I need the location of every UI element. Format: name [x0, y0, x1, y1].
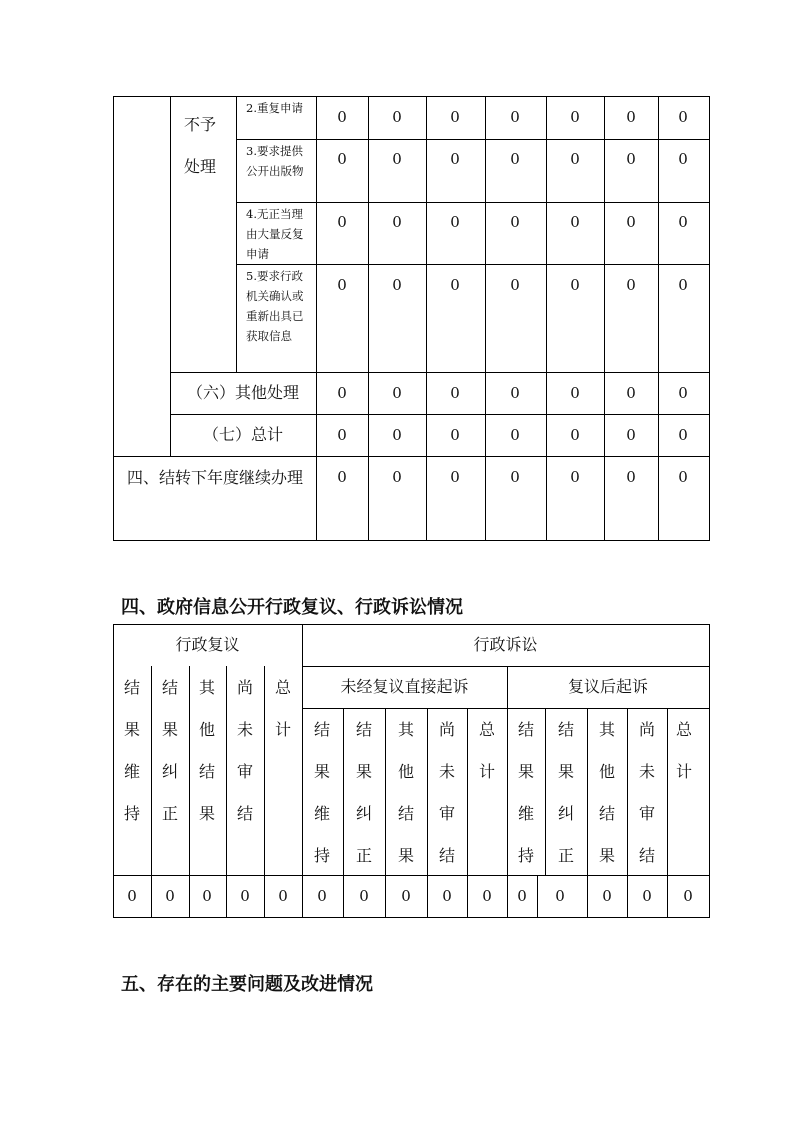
value-repeat-application-5: 0 — [570, 108, 580, 126]
review-litigation-value-10: 0 — [482, 887, 492, 905]
value-publication-request-2: 0 — [392, 150, 402, 168]
value-other-handling-7: 0 — [678, 384, 688, 402]
value-confirm-existing-info-3: 0 — [450, 276, 460, 294]
value-carry-over-5: 0 — [570, 468, 580, 486]
review-litigation-value-4: 0 — [240, 887, 250, 905]
row-label-repeat-application: 2.重复申请 — [246, 101, 303, 115]
value-repeated-mass-request-4: 0 — [510, 213, 520, 231]
value-repeat-application-1: 0 — [337, 108, 347, 126]
value-repeated-mass-request-6: 0 — [626, 213, 636, 231]
review-litigation-value-13: 0 — [602, 887, 612, 905]
row-label-confirm-existing-info: 5.要求行政机关确认或重新出具已获取信息 — [246, 269, 304, 343]
review-litigation-value-7: 0 — [359, 887, 369, 905]
row-label-repeated-mass-request: 4.无正当理由大量反复申请 — [246, 207, 304, 261]
row-label-carry-over: 四、结转下年度继续办理 — [126, 468, 303, 487]
row-label-total: （七）总计 — [202, 425, 283, 444]
review-col-1: 结果维持 — [123, 678, 140, 823]
value-carry-over-7: 0 — [678, 468, 688, 486]
value-repeated-mass-request-7: 0 — [678, 213, 688, 231]
review-col-3: 其他结果 — [198, 678, 215, 823]
header-admin-litigation: 行政诉讼 — [473, 635, 538, 654]
value-carry-over-6: 0 — [626, 468, 636, 486]
value-publication-request-3: 0 — [450, 150, 460, 168]
value-repeat-application-2: 0 — [392, 108, 402, 126]
review-litigation-value-14: 0 — [642, 887, 652, 905]
value-other-handling-5: 0 — [570, 384, 580, 402]
direct-col-3: 其他结果 — [397, 720, 414, 865]
value-publication-request-1: 0 — [337, 150, 347, 168]
after-col-2: 结果纠正 — [557, 720, 574, 865]
value-repeat-application-4: 0 — [510, 108, 520, 126]
value-repeated-mass-request-3: 0 — [450, 213, 460, 231]
value-publication-request-4: 0 — [510, 150, 520, 168]
review-litigation-value-5: 0 — [278, 887, 288, 905]
direct-col-5: 总计 — [478, 720, 495, 781]
after-col-1: 结果维持 — [517, 720, 534, 865]
direct-col-4: 尚未审结 — [438, 720, 455, 865]
section5-title: 五、存在的主要问题及改进情况 — [121, 974, 373, 995]
value-confirm-existing-info-2: 0 — [392, 276, 402, 294]
value-repeat-application-7: 0 — [678, 108, 688, 126]
value-other-handling-1: 0 — [337, 384, 347, 402]
header-direct-litigation: 未经复议直接起诉 — [340, 677, 469, 696]
row-label-publication-request: 3.要求提供公开出版物 — [246, 144, 304, 178]
after-col-4: 尚未审结 — [638, 720, 655, 865]
value-publication-request-5: 0 — [570, 150, 580, 168]
after-col-3: 其他结果 — [598, 720, 615, 865]
value-carry-over-1: 0 — [337, 468, 347, 486]
value-total-4: 0 — [510, 426, 520, 444]
review-litigation-value-9: 0 — [442, 887, 452, 905]
value-carry-over-3: 0 — [450, 468, 460, 486]
review-col-4: 尚未审结 — [236, 678, 253, 823]
header-after-review-litigation: 复议后起诉 — [567, 677, 648, 696]
value-total-2: 0 — [392, 426, 402, 444]
value-total-7: 0 — [678, 426, 688, 444]
review-litigation-value-6: 0 — [317, 887, 327, 905]
value-confirm-existing-info-7: 0 — [678, 276, 688, 294]
value-confirm-existing-info-4: 0 — [510, 276, 520, 294]
value-repeat-application-6: 0 — [626, 108, 636, 126]
value-repeated-mass-request-5: 0 — [570, 213, 580, 231]
review-litigation-value-2: 0 — [165, 887, 175, 905]
review-litigation-value-15: 0 — [683, 887, 693, 905]
value-other-handling-4: 0 — [510, 384, 520, 402]
value-confirm-existing-info-6: 0 — [626, 276, 636, 294]
value-repeated-mass-request-2: 0 — [392, 213, 402, 231]
value-confirm-existing-info-1: 0 — [337, 276, 347, 294]
review-litigation-value-8: 0 — [401, 887, 411, 905]
value-carry-over-4: 0 — [510, 468, 520, 486]
review-litigation-value-1: 0 — [127, 887, 137, 905]
group-label-no-processing: 不予处理 — [184, 115, 217, 176]
review-col-2: 结果纠正 — [161, 678, 178, 823]
value-other-handling-2: 0 — [392, 384, 402, 402]
review-col-5: 总计 — [274, 678, 291, 739]
row-label-other-handling: （六）其他处理 — [186, 383, 299, 402]
value-other-handling-6: 0 — [626, 384, 636, 402]
value-total-3: 0 — [450, 426, 460, 444]
after-col-5: 总计 — [675, 720, 692, 781]
value-total-6: 0 — [626, 426, 636, 444]
value-other-handling-3: 0 — [450, 384, 460, 402]
review-litigation-value-12: 0 — [555, 887, 565, 905]
value-total-5: 0 — [570, 426, 580, 444]
review-litigation-value-3: 0 — [202, 887, 212, 905]
header-admin-review: 行政复议 — [175, 635, 240, 654]
direct-col-1: 结果维持 — [313, 720, 330, 865]
section4-title: 四、政府信息公开行政复议、行政诉讼情况 — [121, 597, 463, 618]
value-total-1: 0 — [337, 426, 347, 444]
value-confirm-existing-info-5: 0 — [570, 276, 580, 294]
value-repeated-mass-request-1: 0 — [337, 213, 347, 231]
direct-col-2: 结果纠正 — [355, 720, 372, 865]
value-publication-request-7: 0 — [678, 150, 688, 168]
value-publication-request-6: 0 — [626, 150, 636, 168]
review-litigation-value-11: 0 — [517, 887, 527, 905]
value-repeat-application-3: 0 — [450, 108, 460, 126]
value-carry-over-2: 0 — [392, 468, 402, 486]
